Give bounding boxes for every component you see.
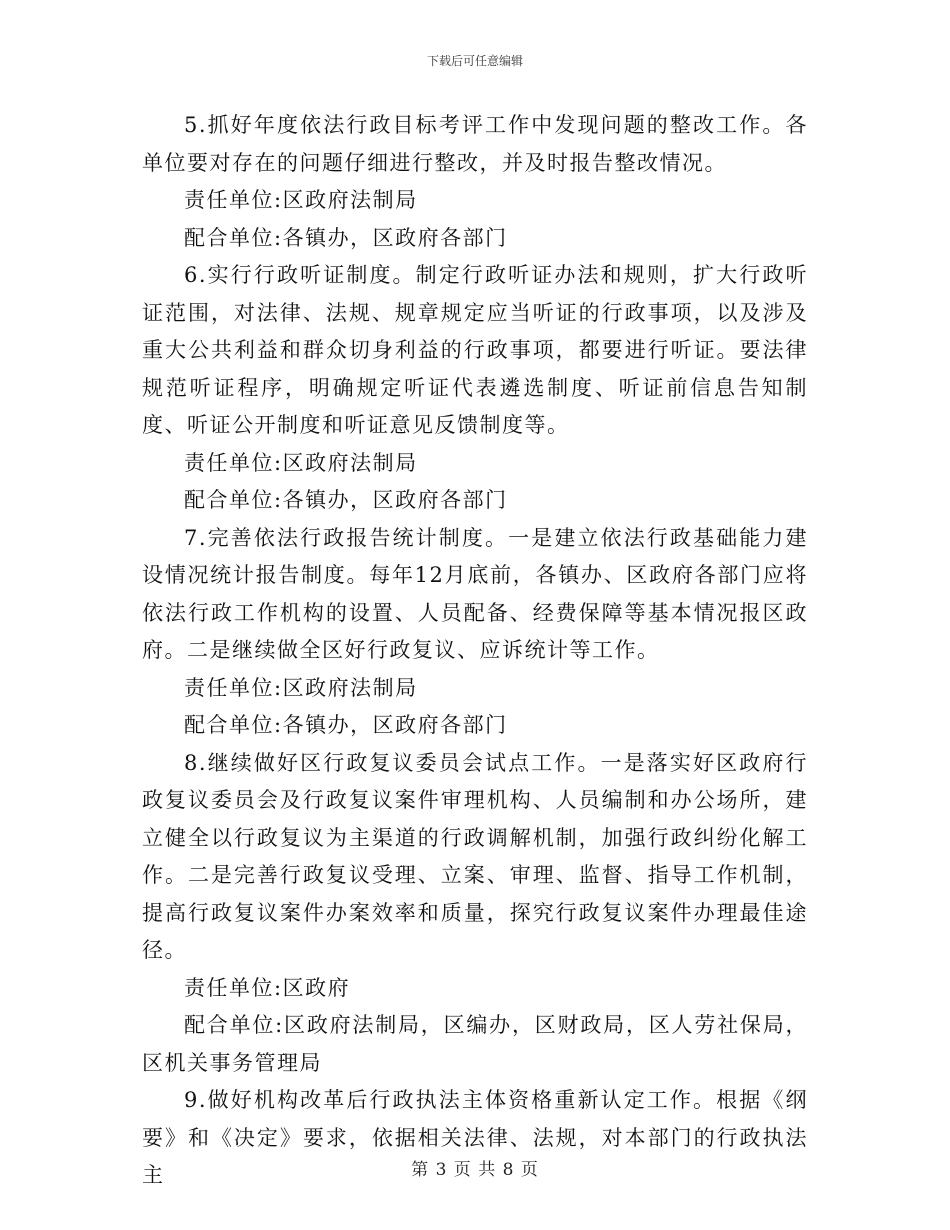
paragraph-item-8: 8.继续做好区行政复议委员会试点工作。一是落实好区政府行政复议委员会及行政复议案件审理机构、人员编制和办公场所，建立健全以行政复议为主渠道的行政调解机制，加强行政纠纷化解工作。二是完善行政复议受理、立案、审理、监督、指导工作机制，提高行政复议案件办案效率和质量，探究行政复议案件办理最佳途径。	[142, 750, 808, 962]
document-body	[142, 107, 808, 1195]
cooperating-unit: 配合单位:区政府法制局，区编办，区财政局，区人劳社保局，区机关事务管理局	[142, 1013, 808, 1075]
paragraph-item-9: 9.做好机构改革后行政执法主体资格重新认定工作。根据《纲要》和《决定》要求，依据相关法律、法规，对本部门的行政执法主	[142, 1088, 808, 1187]
cooperating-unit: 配合单位:各镇办，区政府各部门	[184, 713, 508, 737]
responsible-unit: 责任单位:区政府法制局	[184, 450, 418, 475]
paragraph-item-5: 5.抓好年度依法行政目标考评工作中发现问题的整改工作。各单位要对存在的问题仔细进行整改，并及时报告整改情况。	[142, 113, 808, 175]
responsible-unit: 责任单位:区政府	[184, 975, 351, 1000]
responsible-unit: 责任单位:区政府法制局	[184, 188, 418, 212]
cooperating-unit: 配合单位:各镇办，区政府各部门	[184, 225, 508, 250]
paragraph-item-7: 7.完善依法行政报告统计制度。一是建立依法行政基础能力建设情况统计报告制度。每年12月底前，各镇办、区政府各部门应将依法行政工作机构的设置、人员配备、经费保障等基本情况报区政府。二是继续做全区好行政复议、应诉统计等工作。	[142, 525, 808, 662]
page-number-footer: 第 3 页 共 8 页	[411, 1160, 539, 1180]
paragraph-item-6: 6.实行行政听证制度。制定行政听证办法和规则，扩大行政听证范围，对法律、法规、规章规定应当听证的行政事项，以及涉及重大公共利益和群众切身利益的行政事项，都要进行听证。要法律规范听证程序，明确规定听证代表遴选制度、听证前信息告知制度、听证公开制度和听证意见反馈制度等。	[142, 263, 808, 437]
cooperating-unit: 配合单位:各镇办，区政府各部门	[184, 488, 508, 512]
responsible-unit: 责任单位:区政府法制局	[184, 675, 418, 700]
page-header-note: 下载后可任意编辑	[426, 54, 523, 68]
